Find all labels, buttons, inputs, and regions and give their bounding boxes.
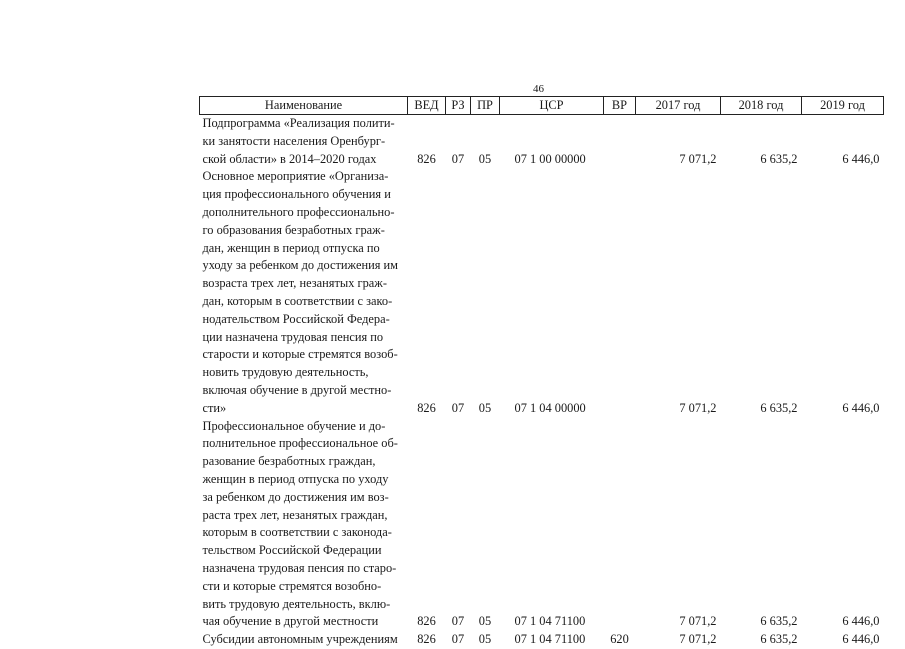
cell-name	[200, 115, 408, 169]
header-pr: ПР	[471, 97, 500, 115]
cell-2018: 6 635,2	[760, 400, 798, 415]
name-line: уходу за ребенком до достижения им	[202, 258, 398, 273]
cell-2017: 7 071,2	[679, 400, 717, 415]
cell-rz: 07	[451, 400, 465, 415]
name-line: тельством Российской Федерации	[202, 543, 382, 558]
cell-2017: 7 071,2	[679, 151, 717, 166]
budget-table	[199, 96, 884, 649]
table-row	[200, 418, 884, 632]
cell-rz: 07	[451, 614, 465, 629]
cell-2019: 6 446,0	[842, 400, 880, 415]
cell-ved: 826	[417, 400, 436, 415]
name-line: женщин в период отпуска по уходу	[202, 471, 389, 486]
cell-csr: 07 1 00 00000	[514, 151, 586, 166]
cell-csr: 07 1 04 71100	[514, 632, 586, 647]
name-line: новить трудовую деятельность,	[202, 365, 369, 380]
cell-ved: 826	[417, 632, 436, 647]
name-line: чая обучение в другой местности	[202, 614, 379, 629]
name-line: сти и которые стремятся возобно-	[202, 578, 382, 593]
cell-2017: 7 071,2	[679, 614, 717, 629]
table-row	[200, 115, 884, 169]
name-line: дополнительного профессионально-	[202, 204, 395, 219]
cell-pr: 05	[478, 614, 492, 629]
name-line: вить трудовую деятельность, вклю-	[202, 596, 391, 611]
cell-pr: 05	[478, 151, 492, 166]
name-line: нодательством Российской Федера-	[202, 311, 390, 326]
name-line: полнительное профессиональное об-	[202, 436, 398, 451]
name-line: Основное мероприятие «Организа-	[202, 169, 389, 184]
header-2019: 2019 год	[802, 97, 884, 115]
name-line: ской области» в 2014–2020 годах	[202, 151, 377, 166]
page-number: 46	[533, 83, 544, 95]
header-ved: ВЕД	[408, 97, 446, 115]
cell-rz: 07	[451, 151, 465, 166]
cell-vr	[604, 115, 636, 169]
cell-2019: 6 446,0	[842, 151, 880, 166]
header-2018: 2018 год	[721, 97, 802, 115]
header-csr: ЦСР	[500, 97, 604, 115]
name-line: раста трех лет, незанятых граждан,	[202, 507, 388, 522]
table-header-row	[200, 97, 884, 115]
name-line: включая обучение в другой местно-	[202, 382, 392, 397]
name-line: назначена трудовая пенсия по старо-	[202, 560, 397, 575]
cell-pr: 05	[478, 632, 492, 647]
name-line: дан, женщин в период отпуска по	[202, 240, 380, 255]
cell-2018: 6 635,2	[760, 614, 798, 629]
name-line: разование безработных граждан,	[202, 454, 376, 469]
header-rz: РЗ	[446, 97, 471, 115]
name-line: го образования безработных граж-	[202, 222, 385, 237]
name-line: Субсидии автономным учреждениям	[202, 632, 398, 647]
name-line: ции назначена трудовая пенсия по	[202, 329, 384, 344]
cell-name	[200, 168, 408, 417]
cell-ved: 826	[417, 151, 436, 166]
cell-name	[200, 631, 408, 649]
name-line: сти»	[202, 400, 227, 415]
header-2017: 2017 год	[636, 97, 721, 115]
name-line: ки занятости населения Оренбург-	[202, 133, 386, 148]
cell-vr: 620	[610, 632, 629, 647]
cell-pr: 05	[478, 400, 492, 415]
cell-2017: 7 071,2	[679, 632, 717, 647]
cell-rz: 07	[451, 632, 465, 647]
cell-2018: 6 635,2	[760, 632, 798, 647]
name-line: Профессиональное обучение и до-	[202, 418, 386, 433]
name-line: за ребенком до достижения им воз-	[202, 489, 389, 504]
name-line: Подпрограмма «Реализация полити-	[202, 116, 395, 130]
cell-2019: 6 446,0	[842, 614, 880, 629]
table-row	[200, 168, 884, 417]
name-line: ция профессионального обучения и	[202, 187, 391, 202]
header-name: Наименование	[200, 97, 408, 115]
table-row	[200, 631, 884, 649]
cell-2018: 6 635,2	[760, 151, 798, 166]
cell-name	[200, 418, 408, 632]
cell-csr: 07 1 04 71100	[514, 614, 586, 629]
name-line: дан, которым в соответствии с зако-	[202, 293, 393, 308]
name-line: старости и которые стремятся возоб-	[202, 347, 398, 362]
cell-csr: 07 1 04 00000	[514, 400, 586, 415]
cell-vr	[604, 418, 636, 632]
name-line: которым в соответствии с законода-	[202, 525, 392, 540]
header-vr: ВР	[604, 97, 636, 115]
name-line: возраста трех лет, незанятых граж-	[202, 276, 387, 291]
cell-2019: 6 446,0	[842, 632, 880, 647]
cell-vr	[604, 168, 636, 417]
cell-ved: 826	[417, 614, 436, 629]
